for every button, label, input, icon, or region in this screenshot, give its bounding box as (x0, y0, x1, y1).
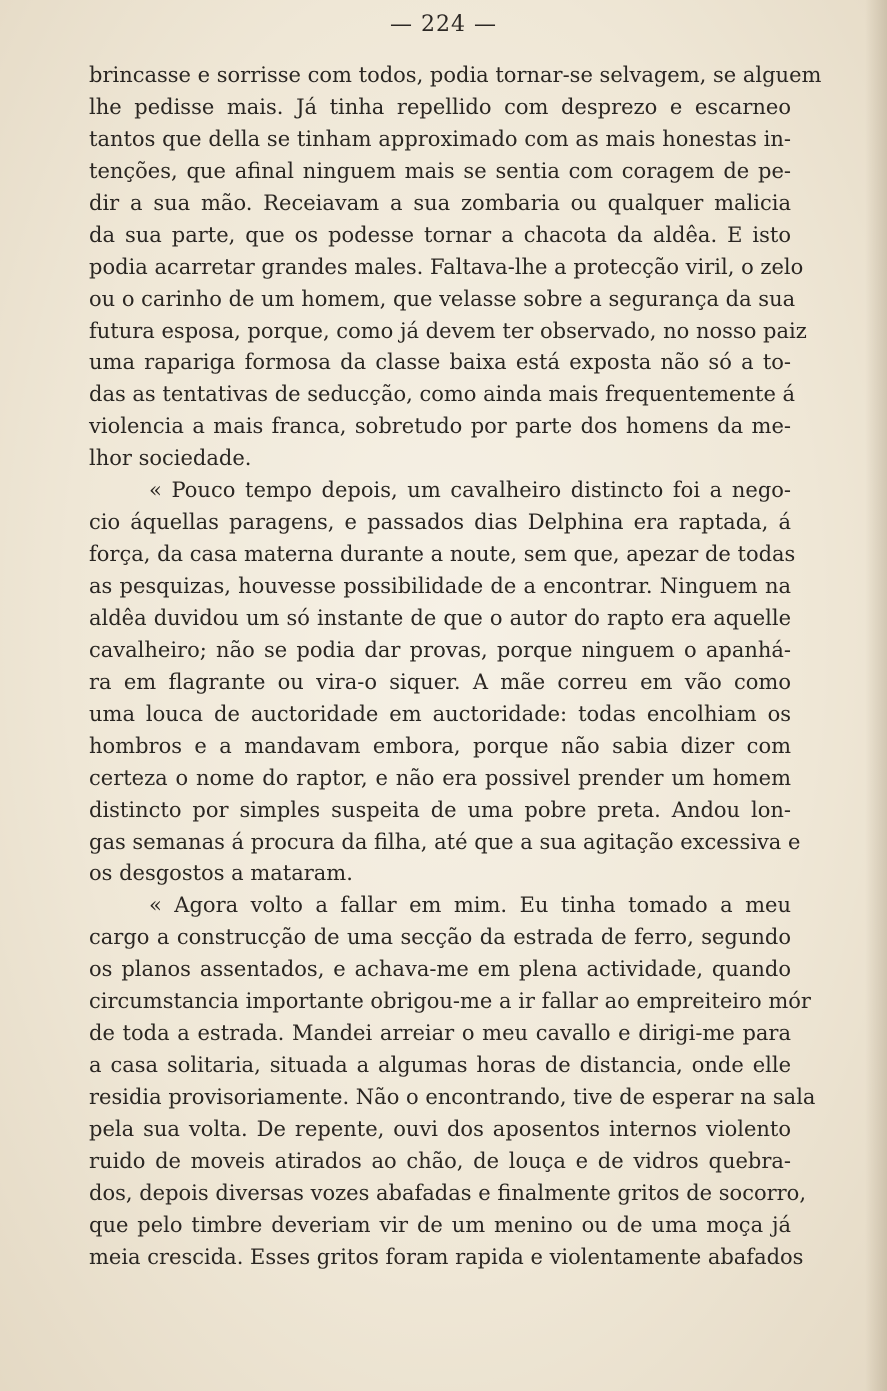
text-line: uma louca de auctoridade em auctoridade: todas encolhiam os (89, 701, 791, 726)
text-line: dir a sua mão. Receiavam a sua zombaria ou qualquer malicia (89, 190, 791, 215)
text-line: da sua parte, que os podesse tornar a chacota da aldêa. E isto (89, 222, 791, 247)
text-line: ruido de moveis atirados ao chão, de louça e de vidros quebra- (89, 1148, 791, 1173)
text-line: aldêa duvidou um só instante de que o autor do rapto era aquelle (89, 605, 791, 630)
text-line: uma rapariga formosa da classe baixa está exposta não só a to- (89, 350, 791, 375)
text-line: residia provisoriamente. Não o encontrando, tive de esperar na sala (89, 1085, 816, 1109)
text-line: circumstancia importante obrigou-me a ir fallar ao empreiteiro mór (89, 989, 811, 1014)
body-text (89, 60, 822, 1274)
text-line: ra em flagrante ou vira-o siquer. A mãe correu em vão como (89, 669, 791, 694)
text-line: certeza o nome do raptor, e não era possivel prender um homem (89, 765, 791, 790)
text-line: brincasse e sorrisse com todos, podia tornar-se selvagem, se alguem (89, 63, 822, 87)
text-line: os desgostos a mataram. (89, 861, 353, 886)
text-line: dos, depois diversas vozes abafadas e finalmente gritos de socorro, (89, 1180, 806, 1205)
text-line: futura esposa, porque, como já devem ter observado, no nosso paiz (89, 318, 807, 343)
paragraph-start: « Agora volto a fallar em mim. Eu tinha tomado a meu (149, 893, 791, 918)
text-line: os planos assentados, e achava-me em plena actividade, quando (89, 957, 791, 982)
text-line: de toda a estrada. Mandei arreiar o meu cavallo e dirigi-me para (89, 1021, 791, 1046)
text-line: as pesquizas, houvesse possibilidade de a encontrar. Ninguem na (89, 574, 791, 598)
text-line: hombros e a mandavam embora, porque não sabia dizer com (89, 733, 791, 758)
text-line: tenções, que afinal ninguem mais se sentia com coragem de pe- (89, 158, 791, 183)
text-line: podia acarretar grandes males. Faltava-lhe a protecção viril, o zelo (89, 254, 804, 279)
page-number: — 224 — (390, 12, 497, 37)
text-line: lhor sociedade. (89, 446, 252, 471)
text-line: a casa solitaria, situada a algumas horas de distancia, onde elle (89, 1053, 791, 1078)
text-line: das as tentativas de seducção, como ainda mais frequentemente á (89, 382, 796, 407)
text-line: tantos que della se tinham approximado com as mais honestas in- (89, 126, 791, 151)
text-line: gas semanas á procura da filha, até que a sua agitação excessiva e (89, 829, 801, 854)
text-line: pela sua volta. De repente, ouvi dos aposentos internos violento (89, 1116, 791, 1141)
text-line: cargo a construcção de uma secção da estrada de ferro, segundo (89, 925, 791, 950)
text-line: meia crescida. Esses gritos foram rapida e violentamente abafados (89, 1244, 804, 1269)
text-line: força, da casa materna durante a noute, sem que, apezar de todas (89, 542, 796, 567)
text-line: distincto por simples suspeita de uma pobre preta. Andou lon- (89, 797, 791, 822)
text-line: ou o carinho de um homem, que velasse sobre a segurança da sua (89, 286, 796, 311)
text-line: violencia a mais franca, sobretudo por parte dos homens da me- (89, 414, 791, 439)
text-line: cavalheiro; não se podia dar provas, porque ninguem o apanhá- (89, 637, 791, 662)
text-line: lhe pedisse mais. Já tinha repellido com desprezo e escarneo (89, 94, 791, 119)
paragraph-start: « Pouco tempo depois, um cavalheiro distincto foi a nego- (149, 478, 791, 503)
text-line: cio áquellas paragens, e passados dias Delphina era raptada, á (89, 510, 791, 535)
text-line: que pelo timbre deveriam vir de um menino ou de uma moça já (89, 1212, 791, 1237)
